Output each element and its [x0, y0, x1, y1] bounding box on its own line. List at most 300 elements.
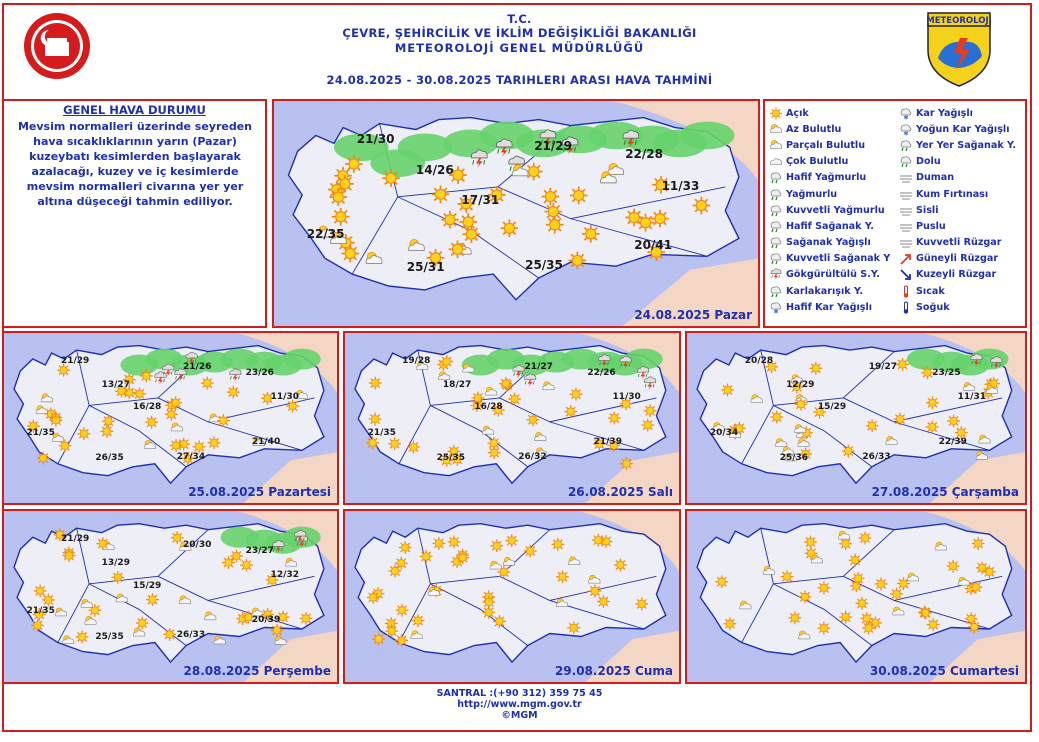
- temperature-label: 15/29: [132, 580, 162, 591]
- sun-icon: [76, 631, 89, 644]
- sun-icon: [432, 537, 445, 550]
- legend-label: Hafif Sağanak Y.: [786, 220, 874, 232]
- legend-label: Yağmurlu: [786, 188, 838, 200]
- sun-icon: [490, 539, 503, 552]
- legend-item: [899, 154, 1025, 170]
- rain-area: [680, 122, 735, 150]
- cold-icon: [899, 301, 913, 314]
- map-date-label: 30.08.2025 Cumartesi: [869, 664, 1019, 678]
- sun-icon: [441, 211, 459, 229]
- forecast-map-day-6: [343, 509, 681, 684]
- sun-icon: [389, 565, 402, 578]
- temperature-label: 16/28: [132, 402, 162, 413]
- thunderstorm-icon: [769, 268, 783, 281]
- sun-icon: [399, 541, 412, 554]
- sun-icon: [544, 203, 562, 221]
- sun-icon: [569, 252, 587, 270]
- fog-icon: [899, 204, 913, 217]
- legend-grid: [769, 105, 1025, 315]
- website-link[interactable]: http://www.mgm.gov.tr: [457, 699, 582, 710]
- sun-icon: [170, 439, 183, 452]
- legend-label: Kum Fırtınası: [916, 188, 989, 200]
- legend-label: Kar Yağışlı: [916, 107, 973, 119]
- temperature-label: 27/34: [176, 451, 206, 462]
- legend-label: Sıcak: [916, 285, 945, 297]
- map-date-label: 26.08.2025 Salı: [567, 485, 673, 499]
- light-rain-icon: [769, 171, 783, 184]
- temperature-label: 21/29: [60, 534, 90, 545]
- turkey-map: [687, 511, 1025, 682]
- sun-icon: [965, 612, 978, 625]
- partly-cloudy-icon: [770, 140, 781, 148]
- partly-cloudy-icon: [976, 451, 987, 459]
- sun-icon: [635, 598, 648, 611]
- legend-item: [769, 154, 899, 170]
- legend-label: Dolu: [916, 156, 941, 168]
- legend-item: [769, 105, 899, 121]
- rain-icon: [769, 188, 783, 201]
- sun-icon: [165, 408, 178, 421]
- hail-icon: [899, 155, 913, 168]
- smoke-icon: [899, 171, 913, 184]
- temperature-label: 21/29: [60, 356, 90, 367]
- copyright: ©MGM: [501, 710, 538, 721]
- north-wind-icon: [899, 268, 913, 281]
- sun-icon: [818, 581, 831, 594]
- sun-icon: [111, 571, 124, 584]
- sun-icon: [146, 593, 159, 606]
- header-line-1: T.C.: [507, 12, 532, 26]
- sun-icon: [372, 633, 385, 646]
- footer: [0, 688, 1039, 721]
- legend-label: Açık: [786, 107, 809, 119]
- general-weather-text: Mevsim normalleri üzerinde seyreden hava sıcaklıklarının yarın (Pazar) kuzeybatı kesimlerden başlayarak azalacağı, kuzey ve iç kesimlerde mevsim normalleri civarına yer yer altına düşeceği tahmin ediliyor.: [17, 120, 253, 208]
- sun-icon: [849, 554, 862, 567]
- sun-icon: [817, 622, 830, 635]
- svg-text:✱: ✱: [903, 130, 909, 136]
- legend-label: Karlakarışık Y.: [786, 285, 863, 297]
- temperature-label: 21/30: [356, 131, 395, 146]
- sun-icon: [592, 534, 605, 547]
- legend-label: Az Bulutlu: [786, 123, 842, 135]
- sun-icon: [448, 536, 461, 549]
- sun-icon: [860, 612, 873, 625]
- temperature-label: 25/35: [436, 453, 465, 464]
- sun-icon: [140, 369, 153, 382]
- turkey-map: [274, 101, 758, 326]
- cloudy-icon: [769, 155, 783, 168]
- legend-item: [899, 267, 1025, 283]
- sun-icon: [382, 169, 400, 187]
- sun-icon: [546, 216, 564, 234]
- temperature-label: 22/39: [938, 436, 967, 447]
- light-shower-icon: [769, 220, 783, 233]
- sun-icon: [589, 585, 602, 598]
- temperature-label: 26/33: [862, 451, 891, 462]
- sun-icon: [567, 621, 580, 634]
- sun-icon: [641, 419, 654, 432]
- temperature-label: 21/40: [251, 436, 281, 447]
- sun-icon: [300, 612, 313, 625]
- sun-icon: [842, 445, 855, 458]
- sun-icon: [459, 213, 477, 231]
- legend-label: Sisli: [916, 204, 939, 216]
- sun-icon: [37, 452, 50, 465]
- temperature-label: 12/29: [786, 379, 815, 390]
- temperature-label: 18/27: [442, 379, 472, 390]
- sun-icon: [570, 187, 588, 205]
- temperature-label: 20/28: [744, 356, 774, 367]
- haze-icon: [899, 220, 913, 233]
- temperature-label: 23/25: [932, 368, 961, 379]
- temperature-label: 22/28: [625, 147, 663, 162]
- sun-icon: [487, 437, 500, 450]
- temperature-label: 20/34: [709, 427, 739, 438]
- sun-icon: [564, 405, 577, 418]
- legend-label: Gökgürültülü S.Y.: [786, 269, 880, 281]
- sun-icon: [897, 577, 910, 590]
- legend-item: [899, 121, 1025, 137]
- legend-label: Kuvvetli Rüzgar: [916, 237, 1002, 249]
- logo-text: METEOROLOJİ: [926, 16, 992, 26]
- temperature-label: 20/41: [634, 238, 673, 253]
- sun-icon: [96, 537, 109, 550]
- temperature-label: 19/27: [868, 362, 898, 373]
- legend-item: [899, 105, 1025, 121]
- heavy-snow-icon: [899, 123, 913, 136]
- sun-icon: [420, 550, 433, 563]
- map-date-label: 28.08.2025 Perşembe: [183, 664, 331, 678]
- sun-icon: [145, 416, 158, 429]
- thunderstorm-icon: [771, 269, 781, 280]
- sun-icon: [976, 561, 989, 574]
- sun-icon: [341, 245, 359, 263]
- sun-icon: [271, 624, 284, 637]
- temperature-label: 11/33: [661, 179, 700, 194]
- south-wind-icon: [899, 252, 913, 265]
- sun-icon: [171, 531, 184, 544]
- svg-text:✱: ✱: [903, 114, 909, 120]
- legend-item: [899, 137, 1025, 153]
- temperature-label: 26/32: [518, 451, 547, 462]
- svg-text:✱: ✱: [773, 308, 779, 314]
- temperature-label: 16/28: [474, 402, 503, 413]
- sun-icon: [651, 210, 669, 228]
- rain-area: [398, 133, 453, 161]
- sun-icon: [896, 358, 909, 371]
- turkey-map: [345, 511, 679, 682]
- sun-icon: [852, 572, 865, 585]
- legend-item: [769, 218, 899, 234]
- legend-label: Soğuk: [916, 301, 950, 313]
- sun-icon: [163, 628, 176, 641]
- partly-cloudy-icon: [275, 636, 286, 644]
- sun-icon: [367, 591, 380, 604]
- legend-item: [769, 186, 899, 202]
- sun-icon: [201, 377, 214, 390]
- temperature-label: 25/36: [779, 453, 809, 464]
- legend-item: [769, 170, 899, 186]
- sun-icon: [947, 415, 960, 428]
- sun-icon: [501, 219, 519, 237]
- sun-icon: [795, 398, 808, 411]
- strong-wind-icon: [899, 236, 913, 249]
- sandstorm-icon: [899, 188, 913, 201]
- sun-icon: [499, 377, 512, 390]
- sun-icon: [395, 634, 408, 647]
- legend-item: [899, 299, 1025, 315]
- forecast-map-day-3: [343, 331, 681, 505]
- legend-item: [899, 235, 1025, 251]
- temperature-label: 23/27: [245, 546, 274, 557]
- sun-icon: [31, 619, 44, 632]
- switchboard-phone: SANTRAL :(+90 312) 359 75 45: [436, 688, 603, 699]
- temperature-label: 11/31: [957, 391, 986, 402]
- sun-icon: [644, 404, 657, 417]
- partly-cloudy-icon: [214, 636, 225, 644]
- sun-icon: [927, 618, 940, 631]
- mgm-logo-icon: [924, 10, 994, 88]
- sun-icon: [407, 441, 420, 454]
- forecast-range-title: 24.08.2025 - 30.08.2025 TARIHLERI ARASI HAVA TAHMİNİ: [326, 73, 713, 87]
- legend-item: [769, 121, 899, 137]
- legend-label: Kuzeyli Rüzgar: [916, 269, 997, 281]
- turkey-map: [345, 333, 679, 503]
- rain-area: [283, 349, 321, 370]
- legend-item: [769, 283, 899, 299]
- sun-icon: [582, 225, 600, 243]
- sun-icon: [715, 575, 728, 588]
- sun-icon: [222, 556, 235, 569]
- temperature-label: 25/35: [525, 258, 563, 273]
- legend-item: [769, 137, 899, 153]
- map-date-label: 27.08.2025 Çarşamba: [871, 485, 1019, 499]
- sun-icon: [440, 355, 453, 368]
- legend-item: [769, 235, 899, 251]
- temperature-label: 20/30: [183, 540, 212, 551]
- temperature-label: 21/29: [534, 139, 572, 154]
- shower-icon: [769, 236, 783, 249]
- temperature-label: 26/33: [176, 630, 206, 641]
- sun-icon: [809, 362, 822, 375]
- sun-icon: [693, 197, 711, 215]
- sun-icon: [217, 414, 230, 427]
- legend-item: [899, 202, 1025, 218]
- legend-label: Hafif Yağmurlu: [786, 172, 867, 184]
- sun-icon: [781, 570, 794, 583]
- sun-icon: [42, 594, 55, 607]
- sun-icon: [972, 537, 985, 550]
- sun-icon: [724, 617, 737, 630]
- sun-icon: [890, 588, 903, 601]
- sun-icon: [862, 622, 875, 635]
- legend-label: Hafif Kar Yağışlı: [786, 301, 873, 313]
- hot-icon: [899, 285, 913, 298]
- temperature-label: 21/35: [367, 427, 396, 438]
- legend-label: Çok Bulutlu: [786, 156, 849, 168]
- turkey-outline: [697, 524, 1012, 662]
- map-date-label: 25.08.2025 Pazartesi: [188, 485, 331, 499]
- sun-icon: [412, 614, 425, 627]
- sun-icon: [505, 534, 518, 547]
- scattered-showers-icon: [899, 139, 913, 152]
- sun-icon: [508, 393, 521, 406]
- legend-label: Yer Yer Sağanak Y.: [916, 139, 1017, 151]
- partly-cloudy-icon: [769, 139, 783, 152]
- cloudy-icon: [770, 159, 781, 165]
- sun-icon: [839, 611, 852, 624]
- general-weather-title: GENEL HAVA DURUMU: [63, 103, 206, 117]
- turkey-map: [4, 511, 337, 682]
- temperature-label: 13/27: [101, 379, 130, 390]
- sun-icon: [388, 437, 401, 450]
- sun-icon: [770, 411, 783, 424]
- temperature-label: 21/27: [524, 362, 553, 373]
- sun-icon: [542, 188, 560, 206]
- sun-icon: [637, 214, 655, 232]
- sun-icon: [136, 617, 149, 630]
- sun-icon: [597, 595, 610, 608]
- forecast-map-day-7: [685, 509, 1027, 684]
- sun-icon: [608, 412, 621, 425]
- sun-icon: [463, 225, 481, 243]
- legend-item: [769, 267, 899, 283]
- sun-icon: [875, 578, 888, 591]
- sun-icon: [919, 607, 932, 620]
- sun-icon: [133, 387, 146, 400]
- legend-label: Parçalı Bulutlu: [786, 139, 866, 151]
- sun-icon: [100, 425, 113, 438]
- legend-panel: [763, 99, 1027, 328]
- sun-icon: [551, 538, 564, 551]
- legend-item: [769, 299, 899, 315]
- sun-icon: [926, 396, 939, 409]
- sun-icon: [859, 532, 872, 545]
- sun-icon: [63, 549, 76, 562]
- directorate-name: METEOROLOJİ GENEL MÜDÜRLÜĞÜ: [394, 41, 645, 55]
- legend-label: Sağanak Yağışlı: [786, 237, 871, 249]
- sun-icon: [208, 436, 221, 449]
- legend-item: [899, 186, 1025, 202]
- legend-item: [899, 218, 1025, 234]
- sun-icon: [926, 421, 939, 434]
- legend-label: Yoğun Kar Yağışlı: [916, 123, 1010, 135]
- sun-icon: [969, 581, 982, 594]
- temperature-label: 11/30: [612, 391, 641, 402]
- sun-icon: [230, 550, 243, 563]
- few-clouds-icon: [769, 123, 783, 136]
- sun-icon: [527, 413, 540, 426]
- temperature-label: 13/29: [101, 558, 130, 569]
- forecast-map-day-1: [272, 99, 760, 328]
- snow-icon: [899, 107, 913, 120]
- sun-icon: [856, 597, 869, 610]
- temperature-label: 14/26: [415, 163, 454, 178]
- legend-label: Duman: [916, 172, 955, 184]
- sun-icon: [50, 414, 63, 427]
- legend-item: [769, 251, 899, 267]
- temperature-label: 21/39: [593, 436, 622, 447]
- turkey-map: [4, 333, 337, 503]
- temperature-label: 23/26: [245, 368, 274, 379]
- temperature-label: 26/35: [95, 453, 124, 464]
- sun-icon: [947, 560, 960, 573]
- sun-icon: [332, 208, 350, 226]
- sun-icon: [620, 457, 633, 470]
- temperature-label: 22/26: [587, 368, 616, 379]
- sun-icon: [556, 570, 569, 583]
- legend-label: Güneyli Rüzgar: [916, 253, 999, 265]
- temperature-label: 15/29: [817, 402, 847, 413]
- legend-label: Kuvvetli Yağmurlu: [786, 204, 885, 216]
- sun-icon: [769, 107, 783, 120]
- header: [0, 0, 1039, 96]
- sun-icon: [366, 436, 379, 449]
- forecast-map-day-4: [685, 331, 1027, 505]
- sleet-icon: [769, 285, 783, 298]
- sun-icon: [385, 625, 398, 638]
- sun-icon: [169, 396, 182, 409]
- temperature-label: 20/39: [251, 615, 281, 626]
- heavy-rain-icon: [769, 204, 783, 217]
- temperature-label: 19/28: [402, 356, 431, 367]
- turkey-map: [687, 333, 1025, 503]
- temperature-label: 21/35: [26, 606, 55, 617]
- legend-item: [899, 170, 1025, 186]
- heavy-shower-icon: [769, 252, 783, 265]
- temperature-label: 21/35: [26, 427, 55, 438]
- sun-icon: [240, 559, 253, 572]
- sun-icon: [799, 590, 812, 603]
- general-weather-panel: [2, 99, 267, 328]
- sun-icon: [227, 386, 240, 399]
- light-snow-icon: [769, 301, 783, 314]
- sun-icon: [456, 551, 469, 564]
- sun-icon: [804, 536, 817, 549]
- temperature-label: 25/35: [95, 631, 124, 642]
- sun-icon: [721, 384, 734, 397]
- sun-icon: [770, 107, 782, 119]
- legend-item: [899, 251, 1025, 267]
- sun-icon: [524, 545, 537, 558]
- temperature-label: 17/31: [461, 192, 500, 207]
- sun-icon: [614, 559, 627, 572]
- legend-label: Puslu: [916, 220, 946, 232]
- legend-label: Kuvvetli Sağanak Y: [786, 253, 891, 265]
- temperature-label: 11/30: [270, 391, 299, 402]
- sun-icon: [432, 186, 450, 204]
- sun-icon: [788, 611, 801, 624]
- ministry-name: ÇEVRE, ŞEHİRCİLİK VE İKLİM DEĞİŞİKLİĞİ BAKANLIĞI: [342, 26, 697, 40]
- sun-icon: [493, 615, 506, 628]
- sun-icon: [570, 388, 583, 401]
- temperature-label: 12/32: [270, 570, 299, 581]
- forecast-map-day-2: [2, 331, 339, 505]
- sun-icon: [369, 413, 382, 426]
- sun-icon: [336, 175, 354, 193]
- temperature-label: 25/31: [406, 260, 445, 275]
- sun-icon: [482, 606, 495, 619]
- sun-icon: [894, 413, 907, 426]
- map-date-label: 29.08.2025 Cuma: [554, 664, 673, 678]
- sun-icon: [866, 419, 879, 432]
- sun-icon: [369, 377, 382, 390]
- temperature-label: 21/26: [183, 362, 212, 373]
- sun-icon: [396, 604, 409, 617]
- sun-icon: [77, 427, 90, 440]
- forecast-map-day-5: [2, 509, 339, 684]
- sun-icon: [102, 415, 115, 428]
